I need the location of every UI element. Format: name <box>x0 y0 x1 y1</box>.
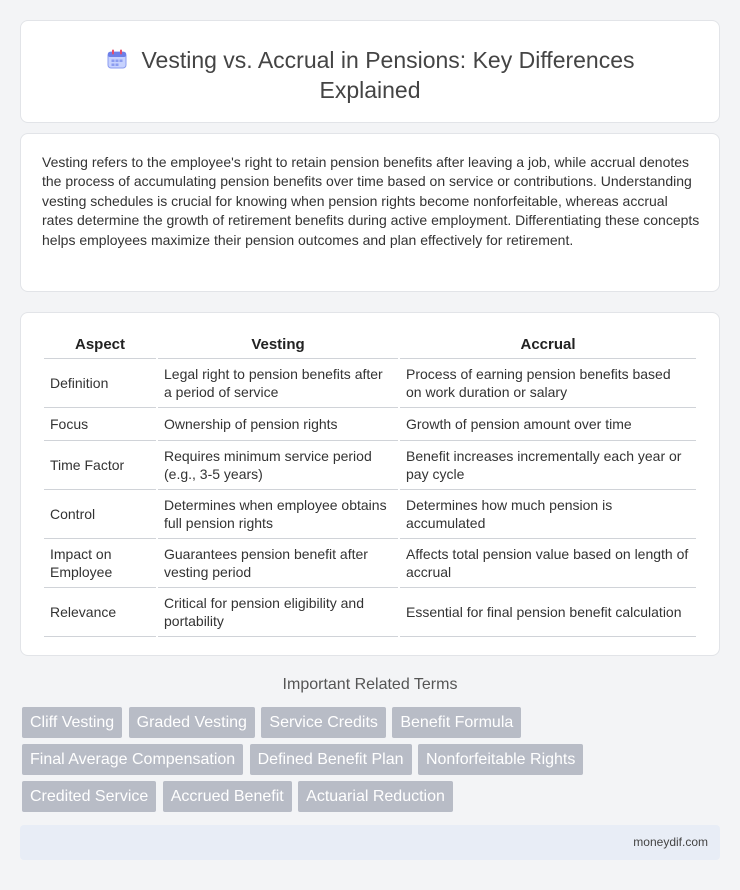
table-row <box>44 441 696 490</box>
table-header-row <box>44 331 696 359</box>
title-card <box>20 20 720 123</box>
table-cell: Essential for final pension benefit calculation <box>400 588 696 637</box>
tag-graded-vesting[interactable]: Graded Vesting <box>129 707 255 738</box>
tag-row <box>22 781 622 818</box>
tag-accrued-benefit[interactable]: Accrued Benefit <box>163 781 292 812</box>
table-cell: Focus <box>44 408 156 441</box>
tag-credited-service[interactable]: Credited Service <box>22 781 156 812</box>
related-terms-title: Important Related Terms <box>282 676 458 693</box>
table-cell: Guarantees pension benefit after vesting period <box>158 539 398 588</box>
tag-row <box>22 707 622 744</box>
table-cell: Legal right to pension benefits after a period of service <box>158 359 398 408</box>
table-row <box>44 359 696 408</box>
table-cell: Benefit increases incrementally each year or pay cycle <box>400 441 696 490</box>
related-terms-tags <box>22 707 622 818</box>
table-row <box>44 490 696 539</box>
table-cell: Process of earning pension benefits based on work duration or salary <box>400 359 696 408</box>
comparison-card <box>20 312 720 656</box>
table-cell: Relevance <box>44 588 156 637</box>
table-cell: Growth of pension amount over time <box>400 408 696 441</box>
table-cell: Critical for pension eligibility and portability <box>158 588 398 637</box>
header-aspect: Aspect <box>44 331 156 359</box>
table-row <box>44 539 696 588</box>
header-accrual: Accrual <box>400 331 696 359</box>
table-cell: Affects total pension value based on length of accrual <box>400 539 696 588</box>
tag-service-credits[interactable]: Service Credits <box>261 707 385 738</box>
table-cell: Control <box>44 490 156 539</box>
comparison-table <box>42 331 698 637</box>
header-vesting: Vesting <box>158 331 398 359</box>
tag-benefit-formula[interactable]: Benefit Formula <box>392 707 521 738</box>
tag-final-average-compensation[interactable]: Final Average Compensation <box>22 744 243 775</box>
footer-source[interactable]: moneydif.com <box>633 835 708 849</box>
tag-row <box>22 744 622 781</box>
table-cell: Requires minimum service period (e.g., 3-5 years) <box>158 441 398 490</box>
footer <box>20 825 720 860</box>
table-cell: Determines how much pension is accumulated <box>400 490 696 539</box>
table-cell: Determines when employee obtains full pension rights <box>158 490 398 539</box>
table-row <box>44 588 696 637</box>
table-cell: Definition <box>44 359 156 408</box>
tag-cliff-vesting[interactable]: Cliff Vesting <box>22 707 122 738</box>
title-text: Vesting vs. Accrual in Pensions: Key Differences Explained <box>141 47 635 103</box>
tag-defined-benefit-plan[interactable]: Defined Benefit Plan <box>250 744 412 775</box>
intro-card <box>20 133 720 292</box>
table-cell: Impact on Employee <box>44 539 156 588</box>
tag-actuarial-reduction[interactable]: Actuarial Reduction <box>298 781 453 812</box>
table-row <box>44 408 696 441</box>
tag-nonforfeitable-rights[interactable]: Nonforfeitable Rights <box>418 744 583 775</box>
calendar-icon <box>105 47 129 71</box>
table-cell: Ownership of pension rights <box>158 408 398 441</box>
page-title <box>21 45 719 105</box>
table-cell: Time Factor <box>44 441 156 490</box>
intro-paragraph: Vesting refers to the employee's right to retain pension benefits after leaving a job, while accrual denotes the process of accumulating pension benefits over time based on service or contributions. Understanding vesting schedules is crucial for knowing when pension rights become nonforfeitable, whereas accrual rates determine the growth of retirement benefits during active employment. Differentiating these concepts helps employees maximize their pension outcomes and plan effectively for retirement. <box>42 154 700 248</box>
